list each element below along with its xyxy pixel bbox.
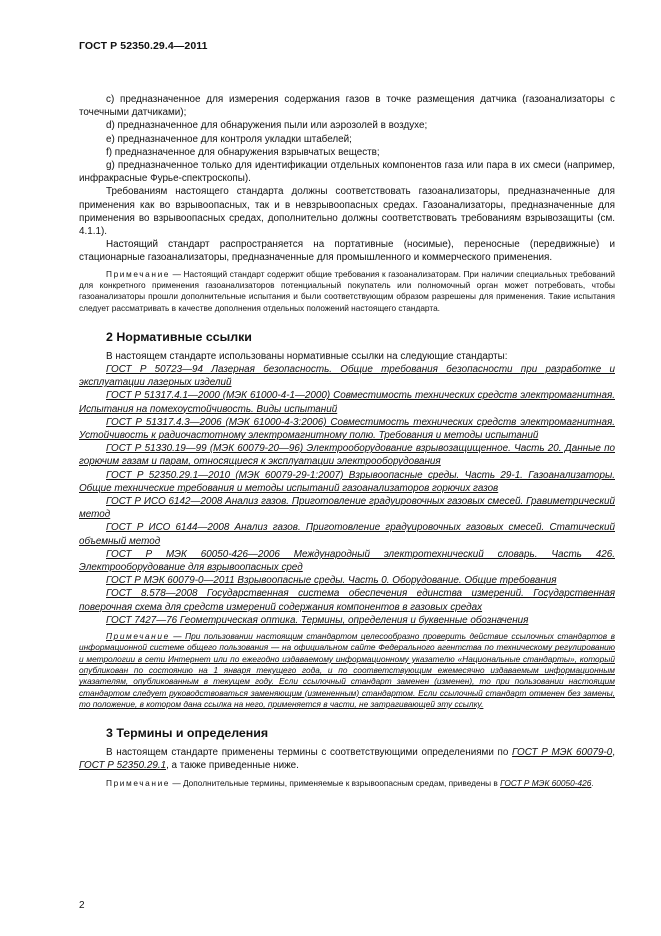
note-label: Примечание (106, 268, 171, 279)
list-item-e: e) предназначенное для контроля укладки штабелей; (106, 133, 352, 145)
list-item-d: d) предназначенное для обнаружения пыли или аэрозолей в воздухе; (106, 120, 428, 132)
reference-item[interactable]: ГОСТ Р ИСО 6142—2008 Анализ газов. Приготовление градуировочных газовых смесей. Гравиметрический метод (79, 496, 615, 521)
reference-link[interactable]: ГОСТ Р МЭК 60050-426 (500, 777, 592, 788)
reference-item[interactable]: ГОСТ Р 51317.4.3—2006 (МЭК 61000-4-3:2006) Совместимость технических средств электромагнитная. Устойчивость к радиочастотному электромагнитному полю. Требования и методы испытаний (79, 416, 615, 442)
text-fragment: , (612, 747, 615, 759)
section-2-intro: В настоящем стандарте использованы нормативные ссылки на следующие стандарты: (106, 350, 508, 362)
reference-item[interactable]: ГОСТ Р 52350.29.1—2010 (МЭК 60079-29-1:2007) Взрывоопасные среды. Часть 29-1. Газоанализаторы. Общие технические требования и методы испытаний газоанализаторов горючих газов (79, 469, 615, 494)
reference-item[interactable]: ГОСТ Р 50723—94 Лазерная безопасность. Общие требования безопасности при разработке и эксплуатации лазерных изделий (79, 364, 615, 389)
note-label: Примечание (106, 631, 170, 642)
text-fragment: , а также приведенные ниже. (166, 760, 299, 772)
note-end: . (591, 777, 594, 788)
references-list (79, 363, 615, 627)
section-2-heading: 2 Нормативные ссылки (106, 329, 252, 344)
page-body (79, 93, 615, 789)
reference-item[interactable]: ГОСТ 8.578—2008 Государственная система обеспечения единства измерений. Государственная поверочная схема для средств измерений содержания компонентов в газовых средах (79, 588, 615, 613)
reference-item[interactable]: ГОСТ Р МЭК 60079-0—2011 Взрывоопасные среды. Часть 0. Оборудование. Общие требования (106, 575, 557, 587)
reference-link[interactable]: ГОСТ Р 52350.29.1 (79, 760, 167, 772)
scope-paragraph-2: Настоящий стандарт распространяется на портативные (носимые), переносные (передвижные) и стационарные газоанализаторы, предназначенные для промышленного и коммерческого применения. (79, 239, 615, 264)
reference-item[interactable]: ГОСТ Р 51330.19—99 (МЭК 60079-20—96) Электрооборудование взрывозащищенное. Часть 20. Данные по горючим газам и парам, относящиеся к эксплуатации электрооборудования (79, 443, 615, 468)
note-text: — При пользовании настоящим стандартом целесообразно проверить действие ссылочных стандартов в информационной системе общего пользования — на официальном сайте Федерального агентства по техническому регулированию и метрологии в сети Интернет или по ежегодно издаваемому информационному указателю «Национальные стандарты», который опубликован по состоянию на 1 января текущего года, и по соответствующим ежемесячно издаваемым информационным указателям, опубликованным в текущем году. Если ссылочный стандарт заменен (изменен), то при пользовании настоящим стандартом следует руководствоваться заменяющим (измененным) стандартом. Если ссылочный стандарт отменен без замены, то положение, в котором дана ссылка на него, применяется в части, не затрагивающей эту ссылку. (79, 631, 615, 709)
note-text: — Настоящий стандарт содержит общие требования к газоанализаторам. При наличии специальных требований для конкретного применения газоанализаторов потенциальный покупатель или полномочный орган может потребовать, чтобы газоанализаторы прошли дополнительные испытания и были соответствующим образом разрешены для применения. Такие испытания следует рассматривать в качестве дополнения отдельных положений настоящего стандарта. (79, 268, 615, 313)
running-header: ГОСТ Р 52350.29.4—2011 (79, 40, 208, 52)
reference-item[interactable]: ГОСТ Р 51317.4.1—2000 (МЭК 61000-4-1—2000) Совместимость технических средств электромагнитная. Испытания на помехоустойчивость. Виды испытаний (79, 390, 615, 415)
reference-link[interactable]: ГОСТ Р МЭК 60079-0 (512, 747, 613, 759)
section-3-heading: 3 Термины и определения (106, 726, 269, 741)
section-3-note (79, 778, 615, 789)
reference-item[interactable]: ГОСТ Р МЭК 60050-426—2006 Международный электротехнический словарь. Часть 426. Электрооборудование для взрывоопасных сред (79, 548, 615, 574)
note-text: — Дополнительные термины, применяемые к взрывоопасным средам, приведены в (170, 777, 501, 788)
text-fragment: В настоящем стандарте применены термины с соответствующими определениями по (106, 747, 512, 759)
list-item-f: f) предназначенное для обнаружения взрывчатых веществ; (106, 146, 380, 158)
list-item-c: c) предназначенное для измерения содержания газов в точке размещения датчика (газоанализаторы с точечными датчиками); (79, 94, 615, 119)
reference-item[interactable]: ГОСТ 7427—76 Геометрическая оптика. Термины, определения и буквенные обозначения (106, 614, 529, 626)
page-number: 2 (79, 900, 85, 911)
section-2-note (79, 631, 615, 710)
list-item-g: g) предназначенное только для идентификации отдельных компонентов газа или пара в их смеси (например, инфракрасные Фурье-спектроскопы). (79, 160, 615, 185)
reference-item[interactable]: ГОСТ Р ИСО 6144—2008 Анализ газов. Приготовление градуировочных газовых смесей. Статический объемный метод (79, 522, 615, 547)
section-3-paragraph (79, 746, 615, 772)
scope-paragraph-1: Требованиям настоящего стандарта должны соответствовать газоанализаторы, предназначенные для применения как во взрывоопасных, так и в невзрывоопасных средах. Газоанализаторы, предназначенные для применения во взрывоопасных средах, дополнительно должны соответствовать требованиям взрывозащиты (см. 4.1.1). (79, 186, 615, 238)
note-label: Примечание (106, 777, 171, 788)
scope-note (79, 269, 615, 314)
